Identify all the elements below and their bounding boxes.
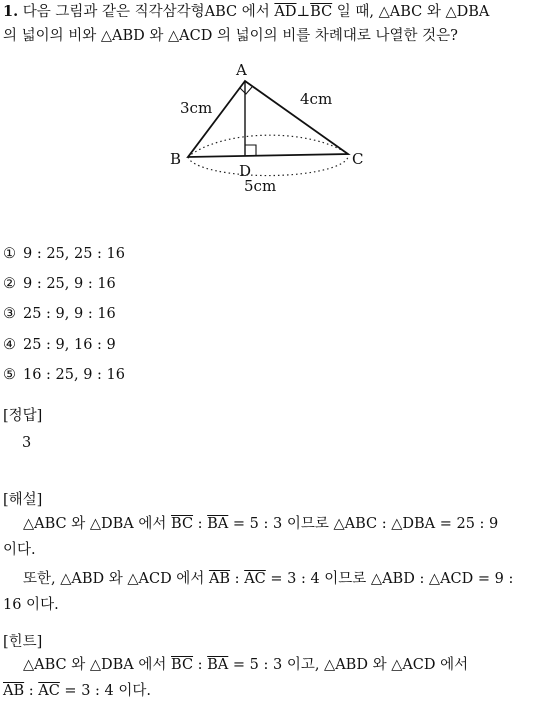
- segment-ac: $\overline{AC}$: [244, 571, 266, 587]
- triangle-diagram: [160, 58, 364, 200]
- option-2[interactable]: [3, 274, 116, 294]
- label-a: A: [236, 61, 247, 79]
- label-b: B: [170, 150, 182, 168]
- label-d: D: [239, 162, 252, 180]
- label-c: C: [352, 150, 364, 168]
- hint-line-1: [3, 652, 533, 678]
- explanation-p2-line-1: [3, 566, 533, 592]
- segment-bc: $\overline{BC}$: [171, 516, 194, 532]
- question-number: 1.: [3, 3, 19, 20]
- answer-heading: [정답]: [3, 408, 43, 424]
- option-5-text: 16 : 25, 9 : 16: [23, 367, 126, 383]
- explanation-p2-text-b: = 3 : 4 이므로 △ABD : △ACD = 9 :: [265, 571, 514, 587]
- option-4-text: 25 : 9, 16 : 9: [23, 337, 116, 353]
- question-line-2: 의 넓이의 비와 △ABD 와 △ACD 의 넓이의 비를 차례대로 나열한 것은?: [3, 28, 458, 44]
- option-2-mark: ②: [3, 276, 16, 292]
- hint-line-2: [3, 678, 533, 704]
- option-1-text: 9 : 25, 25 : 16: [23, 246, 126, 262]
- option-1-mark: ①: [3, 246, 16, 262]
- perpendicular-symbol: ⊥: [296, 4, 311, 20]
- option-2-text: 9 : 25, 9 : 16: [23, 276, 116, 292]
- segment-bc: $\overline{BC}$: [171, 657, 194, 673]
- label-bc-length: 5cm: [244, 177, 277, 195]
- explanation-p1-text-a: △ABC 와 △DBA 에서: [23, 516, 172, 532]
- answer-value: 3: [22, 435, 32, 451]
- segment-ab: $\overline{AB}$: [208, 571, 231, 587]
- right-angle-mark-d: [245, 145, 256, 156]
- option-3[interactable]: [3, 304, 116, 324]
- hint-heading: [힌트]: [3, 634, 43, 650]
- segment-ab: $\overline{AB}$: [3, 683, 25, 699]
- segment-ba: $\overline{BA}$: [207, 657, 229, 673]
- triangle-figure: [160, 58, 364, 200]
- explanation-p1-line-2: 이다.: [3, 542, 36, 558]
- explanation-p2-line-2: 16 이다.: [3, 597, 59, 613]
- option-4-mark: ④: [3, 337, 16, 353]
- question-line-1: [3, 0, 533, 24]
- ratio-colon: :: [193, 657, 208, 673]
- right-angle-mark-a: [240, 87, 252, 94]
- option-1[interactable]: [3, 244, 125, 264]
- hint-text-b: = 5 : 3 이고, △ABD 와 △ACD 에서: [228, 657, 469, 673]
- hint-text-a: △ABC 와 △DBA 에서: [23, 657, 172, 673]
- option-4[interactable]: [3, 335, 116, 355]
- question-text-a: 다음 그림과 같은 직각삼각형ABC 에서: [22, 4, 275, 20]
- segment-bc: $\overline{BC}$: [310, 4, 333, 20]
- option-3-text: 25 : 9, 9 : 16: [23, 306, 116, 322]
- label-ab-length: 3cm: [180, 99, 213, 117]
- segment-ba: $\overline{BA}$: [207, 516, 229, 532]
- explanation-heading: [해설]: [3, 492, 43, 508]
- ratio-colon: :: [193, 516, 208, 532]
- question-text-b: 일 때, △ABC 와 △DBA: [332, 4, 490, 20]
- ratio-colon: :: [24, 683, 39, 699]
- label-ac-length: 4cm: [300, 90, 333, 108]
- explanation-paragraph-2: [3, 566, 533, 618]
- hint-paragraph: [3, 652, 533, 704]
- question: [3, 0, 533, 48]
- segment-ad: $\overline{AD}$: [274, 4, 297, 20]
- explanation-p1-text-b: = 5 : 3 이므로 △ABC : △DBA = 25 : 9: [228, 516, 499, 532]
- ratio-colon: :: [230, 571, 245, 587]
- option-3-mark: ③: [3, 306, 16, 322]
- hint-text-c: = 3 : 4 이다.: [59, 683, 151, 699]
- explanation-p2-text-a: 또한, △ABD 와 △ACD 에서: [23, 571, 209, 587]
- explanation-paragraph-1: [3, 511, 533, 563]
- option-5[interactable]: [3, 365, 125, 385]
- segment-ac: $\overline{AC}$: [38, 683, 60, 699]
- explanation-p1-line-1: [3, 511, 533, 537]
- option-5-mark: ⑤: [3, 367, 16, 383]
